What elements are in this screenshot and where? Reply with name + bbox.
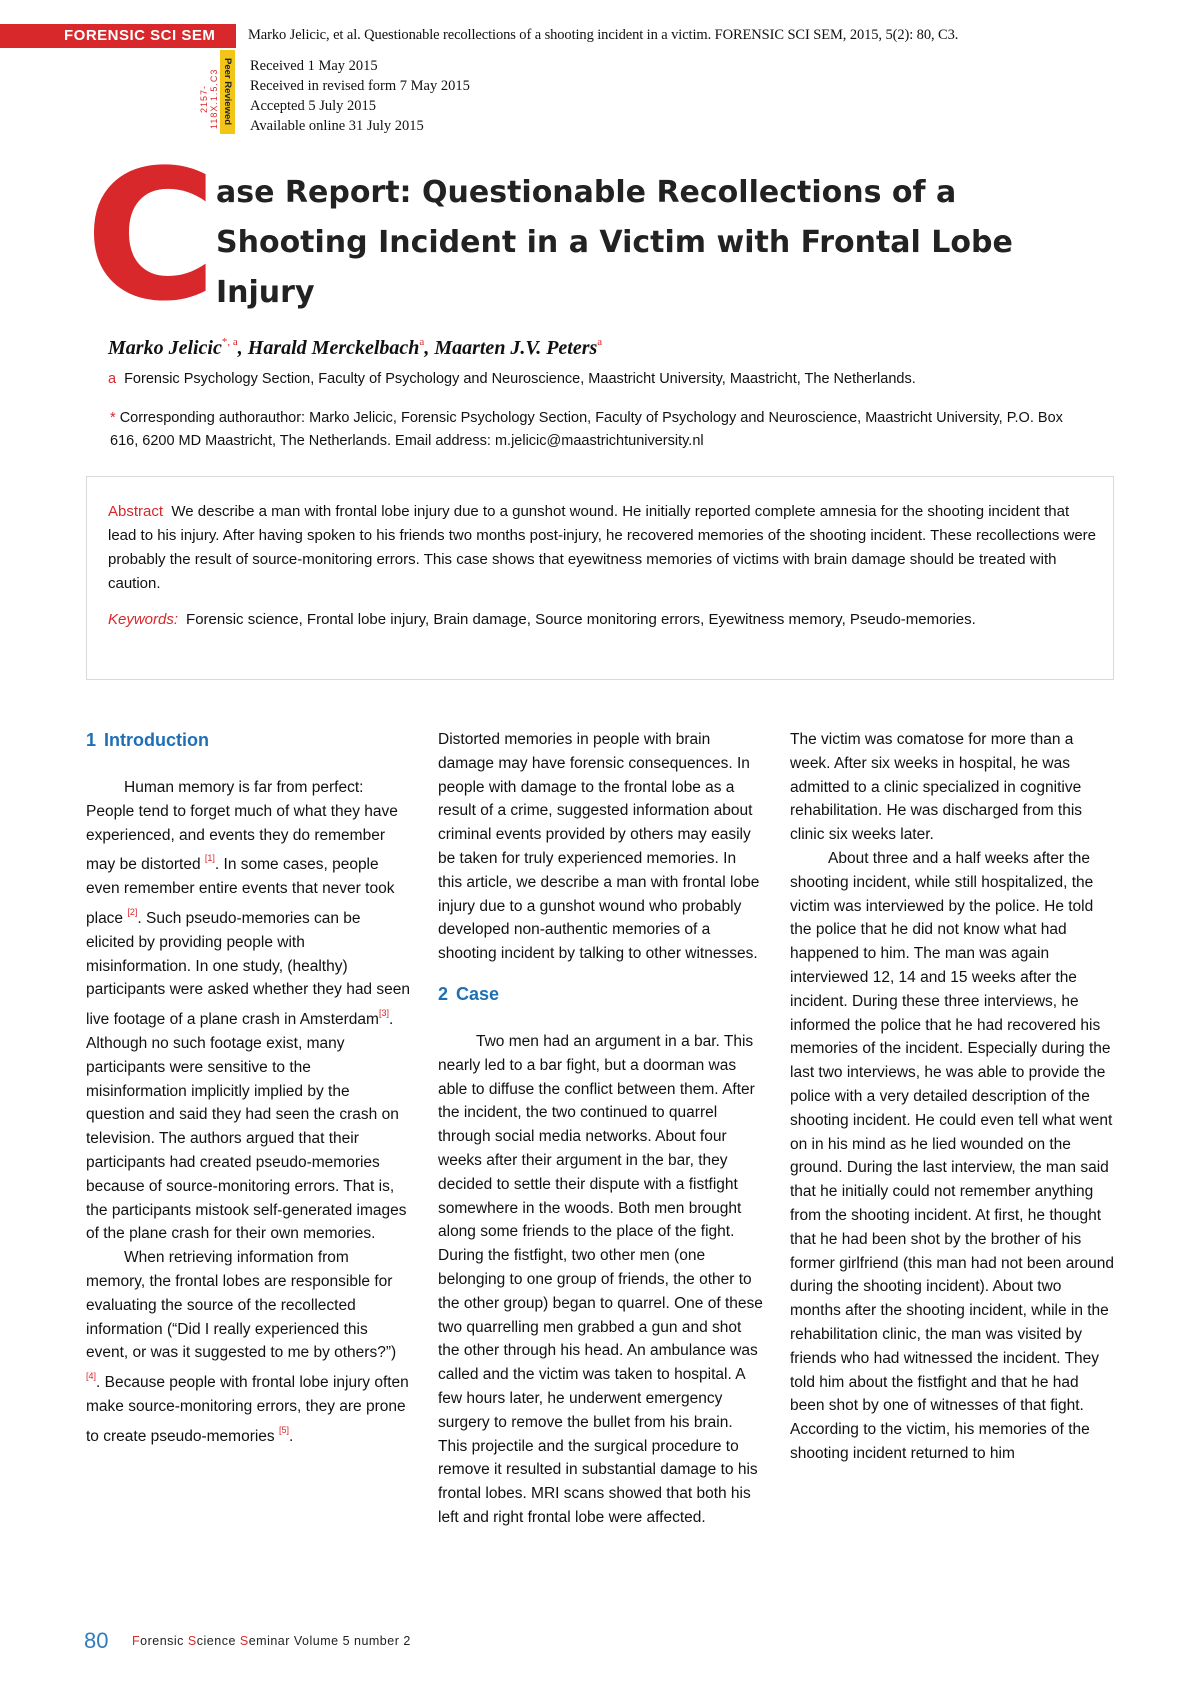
paragraph-text: . Because people with frontal lobe injury often make source-monitoring errors, they are prone to create pseudo-memories	[86, 1374, 409, 1445]
peer-reviewed-label: Peer Reviewed	[222, 58, 233, 126]
paragraph-text: .	[289, 1427, 294, 1445]
affiliation-marker: a	[108, 371, 117, 387]
author-list	[108, 336, 602, 360]
date-revised: Received in revised form 7 May 2015	[250, 78, 470, 94]
affiliation	[108, 371, 916, 387]
author-separator: ,	[424, 337, 435, 359]
date-online: Available online 31 July 2015	[250, 118, 424, 134]
citation-ref[interactable]: [2]	[127, 906, 138, 917]
footer-text: cience	[196, 1634, 240, 1648]
abstract-text: We describe a man with frontal lobe injury due to a gunshot wound. He initially reported complete amnesia for the shooting incident that lead to his injury. After having spoken to his friends two months post-injury, he recovered memories of the shooting incident. These recollections were probably the result of source-monitoring errors. This case shows that eyewitness memories of victims with brain damage should be treated with caution.	[108, 503, 1097, 592]
author-affiliation-mark: a	[419, 336, 425, 348]
date-received: Received 1 May 2015	[250, 58, 378, 74]
affiliation-text: Forensic Psychology Section, Faculty of Psychology and Neuroscience, Maastricht University, Maastricht, The Netherlands.	[124, 371, 916, 387]
citation-line: Marko Jelicic, et al. Questionable recollections of a shooting incident in a victim. FORENSIC SCI SEM, 2015, 5(2): 80, C3.	[248, 27, 959, 43]
author-name: Maarten J.V. Peters	[434, 337, 598, 359]
drop-cap-letter: C	[85, 160, 218, 310]
footer-initial: S	[187, 1634, 197, 1648]
citation-ref[interactable]: [5]	[278, 1424, 289, 1435]
paragraph: About three and a half weeks after the shooting incident, while still hospitalized, the victim was interviewed by the police. He told the police that he did not know what had happened to him. The man was again interviewed 12, 14 and 15 weeks after the incident. During these three interviews, he informed the police that he had recovered his memories of the incident. Especially during the last two interviews, he was able to provide the police with a very detailed description of the shooting incident. He could even tell what went on in his mind as he lied wounded on the ground. During the last interview, the man said that he initially could not remember anything from the shooting incident. At first, he thought that he had been shot by the brother of his former girlfriend (this man had not been around during the shooting incident). About two months after the shooting incident, while in the rehabilitation clinic, the man was visited by friends who had witnessed the incident. They told him about the fistfight and that he had been shot by one of witnesses of that fight. According to the victim, his memories of the shooting incident returned to him	[790, 849, 1114, 1462]
section-title: Introduction	[104, 730, 209, 750]
section-number: 2	[438, 983, 449, 1004]
footer-initial: S	[239, 1634, 249, 1648]
author-affiliation-mark: *, a	[221, 336, 238, 348]
paragraph-text: . In some cases, people even remember entire events that never took place	[86, 856, 395, 927]
paragraph: The victim was comatose for more than a week. After six weeks in hospital, he was admitted to a clinic specialized in cognitive rehabilitation. He was discharged from this clinic six weeks later.	[790, 731, 1083, 844]
journal-badge: FORENSIC SCI SEM	[0, 24, 236, 48]
citation-ref[interactable]: [1]	[204, 853, 215, 864]
body-column-3	[790, 728, 1116, 1466]
paragraph-text: When retrieving information from memory, the frontal lobes are responsible for evaluating the source of the recollected information (“Did I really experienced this event, or was it suggested to me by others?”)	[86, 1249, 397, 1362]
keywords	[108, 608, 1098, 632]
citation-ref[interactable]: [3]	[378, 1008, 389, 1019]
peer-reviewed-tab	[220, 50, 235, 134]
paragraph: Distorted memories in people with brain damage may have forensic consequences. In people with damage to the frontal lobe as a result of a crime, suggested information about criminal events provided by others may easily be taken for truly experienced memories. In this article, we describe a man with frontal lobe injury due to a gunshot wound who probably developed non-authentic memories of a shooting incident by talking to other witnesses.	[438, 731, 760, 963]
paragraph: Two men had an argument in a bar. This nearly led to a bar fight, but a doorman was able to diffuse the conflict between them. After the incident, the two continued to quarrel through social media networks. About four weeks after their argument in the bar, they decided to settle their dispute with a fistfight somewhere in the woods. Both men brought along some friends to the place of the fight. During the fistfight, two other men (one belonging to one group of friends, the other to the other group) began to quarrel. One of these two quarrelling men grabbed a gun and shot the other through his head. An ambulance was called and the victim was taken to hospital. A few hours later, he underwent emergency surgery to remove the bullet from his brain. This projectile and the surgical procedure to remove it resulted in substantial damage to his frontal lobes. MRI scans showed that both his left and right frontal lobe were affected.	[438, 1032, 763, 1526]
citation-ref[interactable]: [4]	[86, 1371, 97, 1382]
paragraph-text: . Such pseudo-memories can be elicited by providing people with misinformation. In one study, (healthy) participants were asked whether they had seen live footage of a plane crash in Amsterdam	[86, 909, 410, 1029]
section-heading-introduction	[86, 728, 412, 752]
corresponding-author	[110, 407, 1070, 453]
paragraph-text: . Although no such footage exist, many participants were sensitive to the misinformation implicitly implied by the question and said they had seen the crash on television. The authors argued that their participants had created pseudo-memories because of source-monitoring errors. That is, the participants mistook self-generated images of the plane crash for their own memories.	[86, 1011, 407, 1243]
section-heading-case	[438, 982, 764, 1006]
paragraph	[86, 776, 412, 1246]
paragraph-text: Human memory is far from perfect: People tend to forget much of what they have experienced, and events they do remember may be distorted	[86, 779, 398, 874]
corresponding-text: Corresponding authorauthor: Marko Jelicic, Forensic Psychology Section, Faculty of Psychology and Neuroscience, Maastricht University, P.O. Box 616, 6200 MD Maastricht, The Netherlands. Email address: m.jelicic@maastrichtuniversity.nl	[110, 410, 1063, 449]
section-number: 1	[86, 730, 97, 750]
keywords-text: Forensic science, Frontal lobe injury, Brain damage, Source monitoring errors, Eyewitness memory, Pseudo-memories.	[186, 611, 976, 628]
article-dates	[250, 56, 470, 136]
footer-journal-title	[132, 1634, 411, 1648]
author-separator: ,	[237, 337, 248, 359]
issn-label: 2157-118X.1.5.C3	[199, 68, 219, 130]
author-name: Marko Jelicic	[108, 337, 222, 359]
author-name: Harald Merckelbach	[247, 337, 420, 359]
abstract-label: Abstract	[108, 503, 164, 520]
body-column-2-content	[438, 728, 764, 1530]
abstract	[108, 500, 1098, 596]
footer-text: orensic	[140, 1634, 188, 1648]
corresponding-marker: *	[110, 410, 116, 426]
footer-initial: F	[132, 1634, 141, 1648]
keywords-label: Keywords:	[108, 611, 179, 628]
paragraph	[86, 1246, 412, 1448]
section-title: Case	[456, 983, 500, 1004]
body-column-1	[86, 728, 412, 1449]
author-affiliation-mark: a	[597, 336, 603, 348]
article-title: ase Report: Questionable Recollections of a Shooting Incident in a Victim with Frontal Lobe Injury	[216, 175, 1013, 310]
date-accepted: Accepted 5 July 2015	[250, 98, 377, 114]
footer-text: eminar Volume 5 number 2	[248, 1634, 411, 1648]
page-number: 80	[84, 1628, 109, 1653]
title-drop-cap	[85, 160, 235, 310]
